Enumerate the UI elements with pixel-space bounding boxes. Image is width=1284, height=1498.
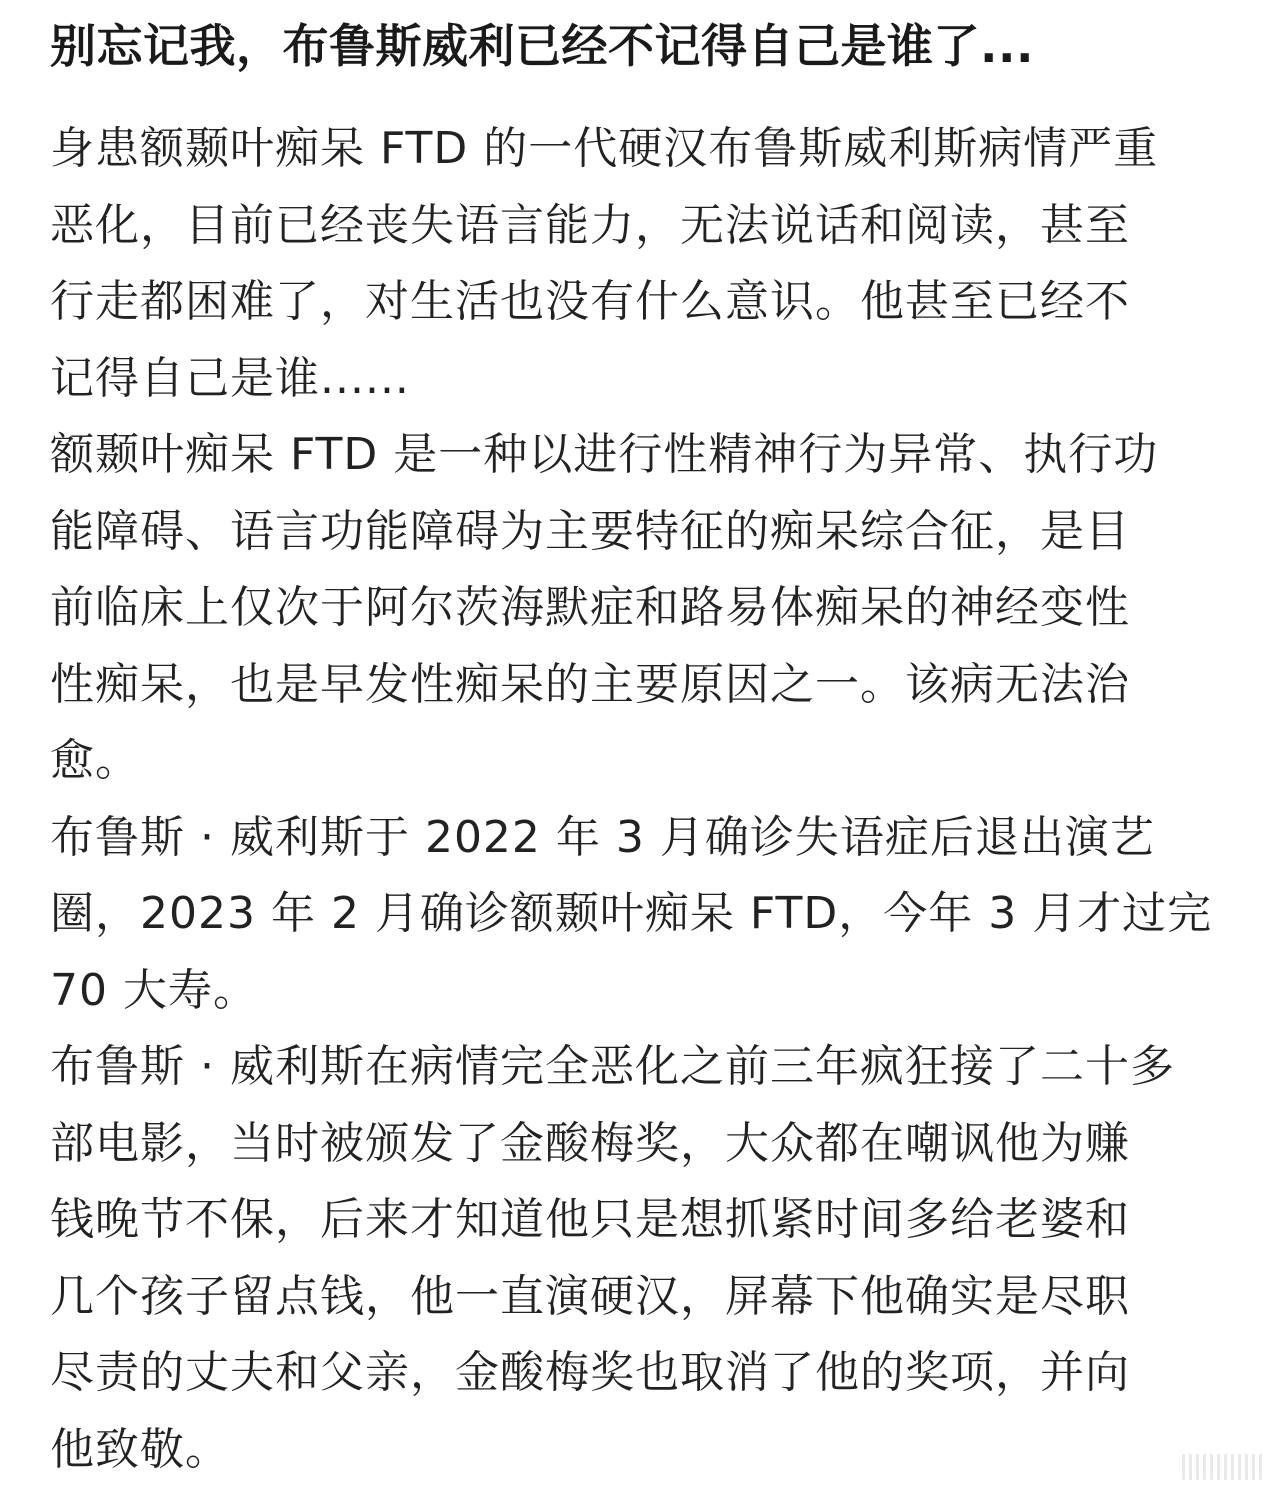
article — [50, 0, 1250, 1488]
paragraph-line: 身患额颞叶痴呆 FTD 的一代硬汉布鲁斯威利斯病情严重 — [50, 123, 1159, 174]
paragraph-line: 记得自己是谁...... — [50, 352, 410, 404]
paragraph-line: 布鲁斯 · 威利斯在病情完全恶化之前三年疯狂接了二十多 — [50, 1041, 1175, 1092]
paragraph-line: 钱晚节不保，后来才知道他只是想抓紧时间多给老婆和 — [50, 1194, 1130, 1245]
paragraph-line: 部电影，当时被颁发了金酸梅奖，大众都在嘲讽他为赚 — [50, 1117, 1130, 1169]
paragraph-3 — [50, 800, 1250, 1030]
watermark-bar — [1196, 1454, 1199, 1480]
paragraph-line: 几个孩子留点钱，他一直演硬汉，屏幕下他确实是尽职 — [50, 1270, 1130, 1322]
paragraph-line: 70 大寿。 — [50, 964, 258, 1016]
paragraph-line: 恶化，目前已经丧失语言能力，无法说话和阅读，甚至 — [50, 199, 1130, 251]
paragraph-line: 额颞叶痴呆 FTD 是一种以进行性精神行为异常、执行功 — [50, 429, 1159, 480]
watermark-bar — [1238, 1454, 1241, 1480]
watermark-bar — [1245, 1454, 1248, 1480]
watermark-bar — [1231, 1454, 1234, 1480]
paragraph-1 — [50, 111, 1250, 417]
paragraph-line: 尽责的丈夫和父亲，金酸梅奖也取消了他的奖项，并向 — [50, 1347, 1130, 1398]
watermark-bar — [1203, 1454, 1206, 1480]
article-body — [50, 111, 1250, 1488]
paragraph-4 — [50, 1029, 1250, 1488]
paragraph-line: 行走都困难了，对生活也没有什么意识。他甚至已经不 — [50, 276, 1130, 327]
paragraph-line: 圈，2023 年 2 月确诊额颞叶痴呆 FTD，今年 3 月才过完 — [50, 888, 1213, 939]
watermark-bar — [1189, 1454, 1192, 1480]
paragraph-line: 愈。 — [50, 735, 140, 786]
watermark-marks — [1182, 1454, 1262, 1480]
watermark-bar — [1259, 1454, 1262, 1480]
watermark-bar — [1182, 1454, 1185, 1480]
paragraph-2 — [50, 417, 1250, 800]
paragraph-line: 他致敬。 — [50, 1423, 230, 1475]
paragraph-line: 能障碍、语言功能障碍为主要特征的痴呆综合征，是目 — [50, 505, 1130, 557]
paragraph-line: 布鲁斯 · 威利斯于 2022 年 3 月确诊失语症后退出演艺 — [50, 811, 1155, 863]
paragraph-line: 性痴呆，也是早发性痴呆的主要原因之一。该病无法治 — [50, 658, 1130, 710]
watermark-bar — [1217, 1454, 1220, 1480]
paragraph-line: 前临床上仅次于阿尔茨海默症和路易体痴呆的神经变性 — [50, 582, 1130, 633]
watermark-bar — [1210, 1454, 1213, 1480]
watermark-bar — [1224, 1454, 1227, 1480]
watermark-bar — [1252, 1454, 1255, 1480]
article-title: 别忘记我，布鲁斯威利已经不记得自己是谁了... — [50, 19, 1034, 73]
